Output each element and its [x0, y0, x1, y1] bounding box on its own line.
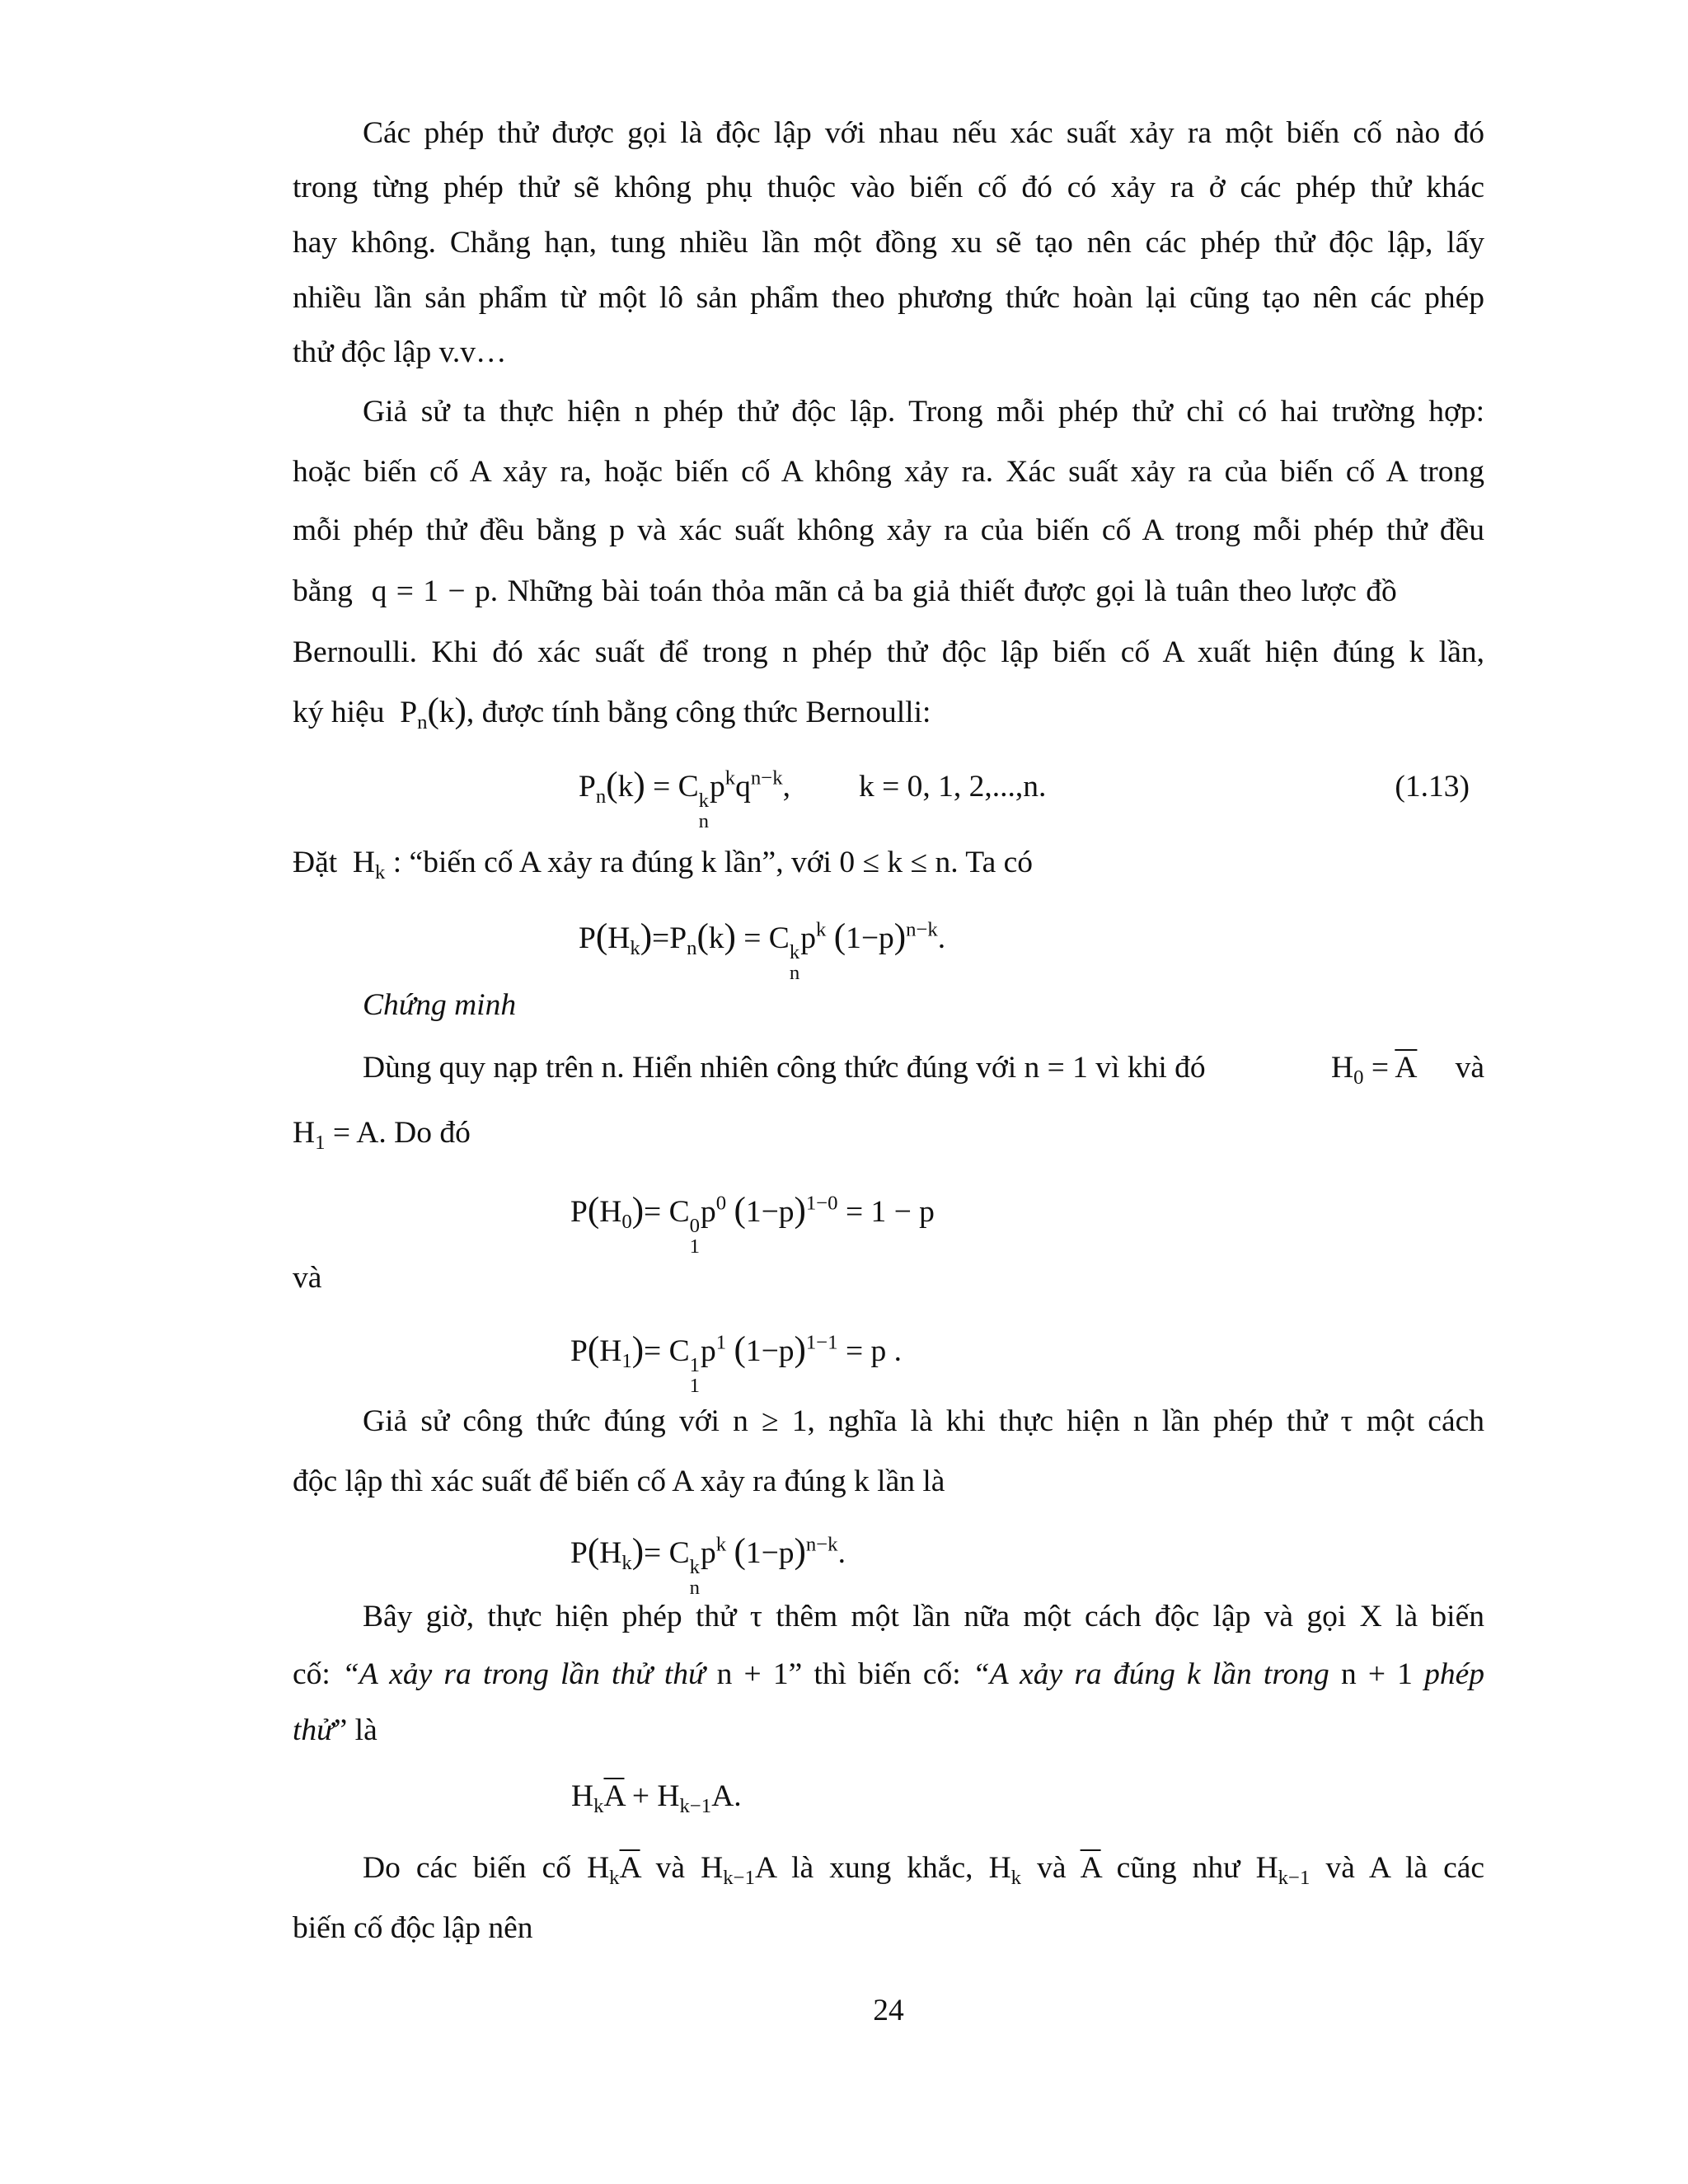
bernoulli-formula: $P_n(k) = C$ k n $p^kq^{n-k}$, — [579, 766, 790, 832]
text-line: nhiều lần sản phẩm từ một lô sản phẩm theo phương thức hoàn lại cũng tạo nên các phép — [293, 281, 1484, 315]
text-fragment: và — [1037, 1851, 1067, 1885]
math-inline: $H_k$ — [352, 846, 386, 883]
text-fragment: ký hiệu — [293, 696, 385, 729]
text-fragment: Dùng quy nạp trên n. Hiển nhiên công thức đúng với n = 1 vì khi đó — [363, 1051, 1206, 1085]
math-inline: $H_k$ — [988, 1851, 1022, 1889]
text-line: biến cố độc lập nên — [293, 1911, 533, 1945]
text-fragment: cũng như — [1116, 1851, 1240, 1885]
probability-h1: $P(H_1)= C$ 1 1 $p^1$ $(1-p)^{1-1} = p$ . — [570, 1330, 902, 1397]
text-fragment: phép — [1424, 1657, 1485, 1691]
text-line — [363, 1844, 1484, 1893]
math-inline: $H_1$ — [293, 1116, 326, 1154]
equation-line — [293, 1188, 1484, 1258]
equation-line — [293, 1327, 1484, 1397]
text-fragment: ” là — [333, 1713, 377, 1747]
text-line: hay không. Chẳng hạn, tung nhiều lần một đồng xu sẽ tạo nên các phép thử độc lập, lấy — [293, 226, 1484, 260]
equation-number: (1.13) — [1395, 770, 1470, 804]
text-line — [293, 1706, 1484, 1755]
math-inline: $\overline{A}$ — [1080, 1851, 1101, 1885]
text-fragment: : “biến cố A xảy ra đúng k lần”, với 0 ≤ k ≤ n. Ta có — [392, 846, 1034, 879]
document-page — [293, 0, 1484, 2184]
text-fragment: ” thì biến cố: — [788, 1657, 973, 1691]
text-fragment: “A xảy ra trong lần thử thứ — [341, 1657, 706, 1691]
text-fragment: và — [1455, 1051, 1484, 1085]
text-line — [293, 688, 1484, 738]
text-line — [293, 1650, 1484, 1699]
math-inline: q = 1 − p — [371, 574, 490, 608]
text-fragment: là xung khắc, — [791, 1851, 973, 1885]
text-line: độc lập thì xác suất để biến cố A xảy ra đúng k lần là — [293, 1465, 945, 1498]
text-line: Bây giờ, thực hiện phép thử τ thêm một lần nữa một cách độc lập và gọi X là biến — [363, 1600, 1484, 1633]
text-line — [293, 567, 1484, 616]
text-line: thử độc lập v.v… — [293, 335, 507, 369]
text-fragment: Đặt — [293, 846, 338, 879]
math-inline: $P_n(k)$ — [400, 691, 467, 733]
probability-h0: $P(H_0)= C$ 0 1 $p^0$ $(1-p)^{1-0} = 1 - p$ — [570, 1191, 935, 1258]
text-fragment: “A xảy ra đúng k lần trong — [972, 1657, 1329, 1691]
probability-equation: $P(H_k)=P_n(k) = C$ k n $p^k$ $(1-p)^{n-k}$. — [579, 917, 946, 984]
math-inline: n + 1 — [716, 1657, 789, 1691]
text-line — [293, 1108, 1484, 1158]
text-fragment: cố: — [293, 1657, 342, 1691]
equation-line — [293, 1529, 1484, 1599]
text-line: và — [293, 1261, 322, 1295]
proof-title: Chứng minh — [363, 988, 517, 1022]
math-inline: $H_k\overline{A}$ — [587, 1851, 640, 1889]
math-inline: $H_0 = \overline{A}$ — [1331, 1051, 1418, 1089]
text-line: hoặc biến cố A xảy ra, hoặc biến cố A không xảy ra. Xác suất xảy ra của biến cố A trong — [293, 455, 1484, 489]
text-line — [293, 838, 1484, 888]
equation-range: k = 0, 1, 2,...,n. — [859, 770, 1047, 804]
text-fragment: . Những bài toán thỏa mãn cả ba giả thiết được gọi là tuân theo lược đồ — [490, 574, 1397, 608]
math-inline: $H_{k-1}A$ — [701, 1851, 776, 1889]
text-fragment: bằng — [293, 574, 353, 608]
text-line — [363, 1043, 1484, 1093]
text-fragment: , được tính bằng công thức Bernoulli: — [466, 696, 931, 729]
math-inline: $H_{k-1}$ — [1255, 1851, 1311, 1889]
text-line: Bernoulli. Khi đó xác suất để trong n phép thử độc lập biến cố A xuất hiện đúng k lần, — [293, 635, 1484, 669]
text-line: Giả sử công thức đúng với n ≥ 1, nghĩa là khi thực hiện n lần phép thử τ một cách — [363, 1404, 1484, 1438]
equation-line — [293, 762, 1484, 832]
text-fragment: thử — [293, 1713, 334, 1747]
event-expression: $H_k\overline{A} + H_{k-1}A$. — [571, 1779, 742, 1817]
text-line: mỗi phép thử đều bằng p và xác suất không xảy ra của biến cố A trong mỗi phép thử đều — [293, 513, 1484, 547]
text-line: trong từng phép thử sẽ không phụ thuộc vào biến cố đó có xảy ra ở các phép thử khác — [293, 171, 1484, 204]
text-fragment: và — [655, 1851, 686, 1885]
text-line: Giả sử ta thực hiện n phép thử độc lập. Trong mỗi phép thử chỉ có hai trường hợp: — [363, 395, 1484, 429]
text-fragment: và A là các — [1325, 1851, 1485, 1885]
text-fragment: Do các biến cố — [363, 1851, 571, 1885]
text-fragment: = A. Do đó — [332, 1116, 471, 1150]
equation-line — [293, 914, 1484, 984]
text-line: Các phép thử được gọi là độc lập với nhau nếu xác suất xảy ra một biến cố nào đó — [363, 116, 1484, 150]
page-number: 24 — [873, 1994, 904, 2027]
equation-line — [293, 1772, 1484, 1821]
math-inline: n + 1 — [1340, 1657, 1413, 1691]
probability-hk: $P(H_k)= C$ k n $p^k$ $(1-p)^{n-k}$. — [570, 1532, 846, 1599]
